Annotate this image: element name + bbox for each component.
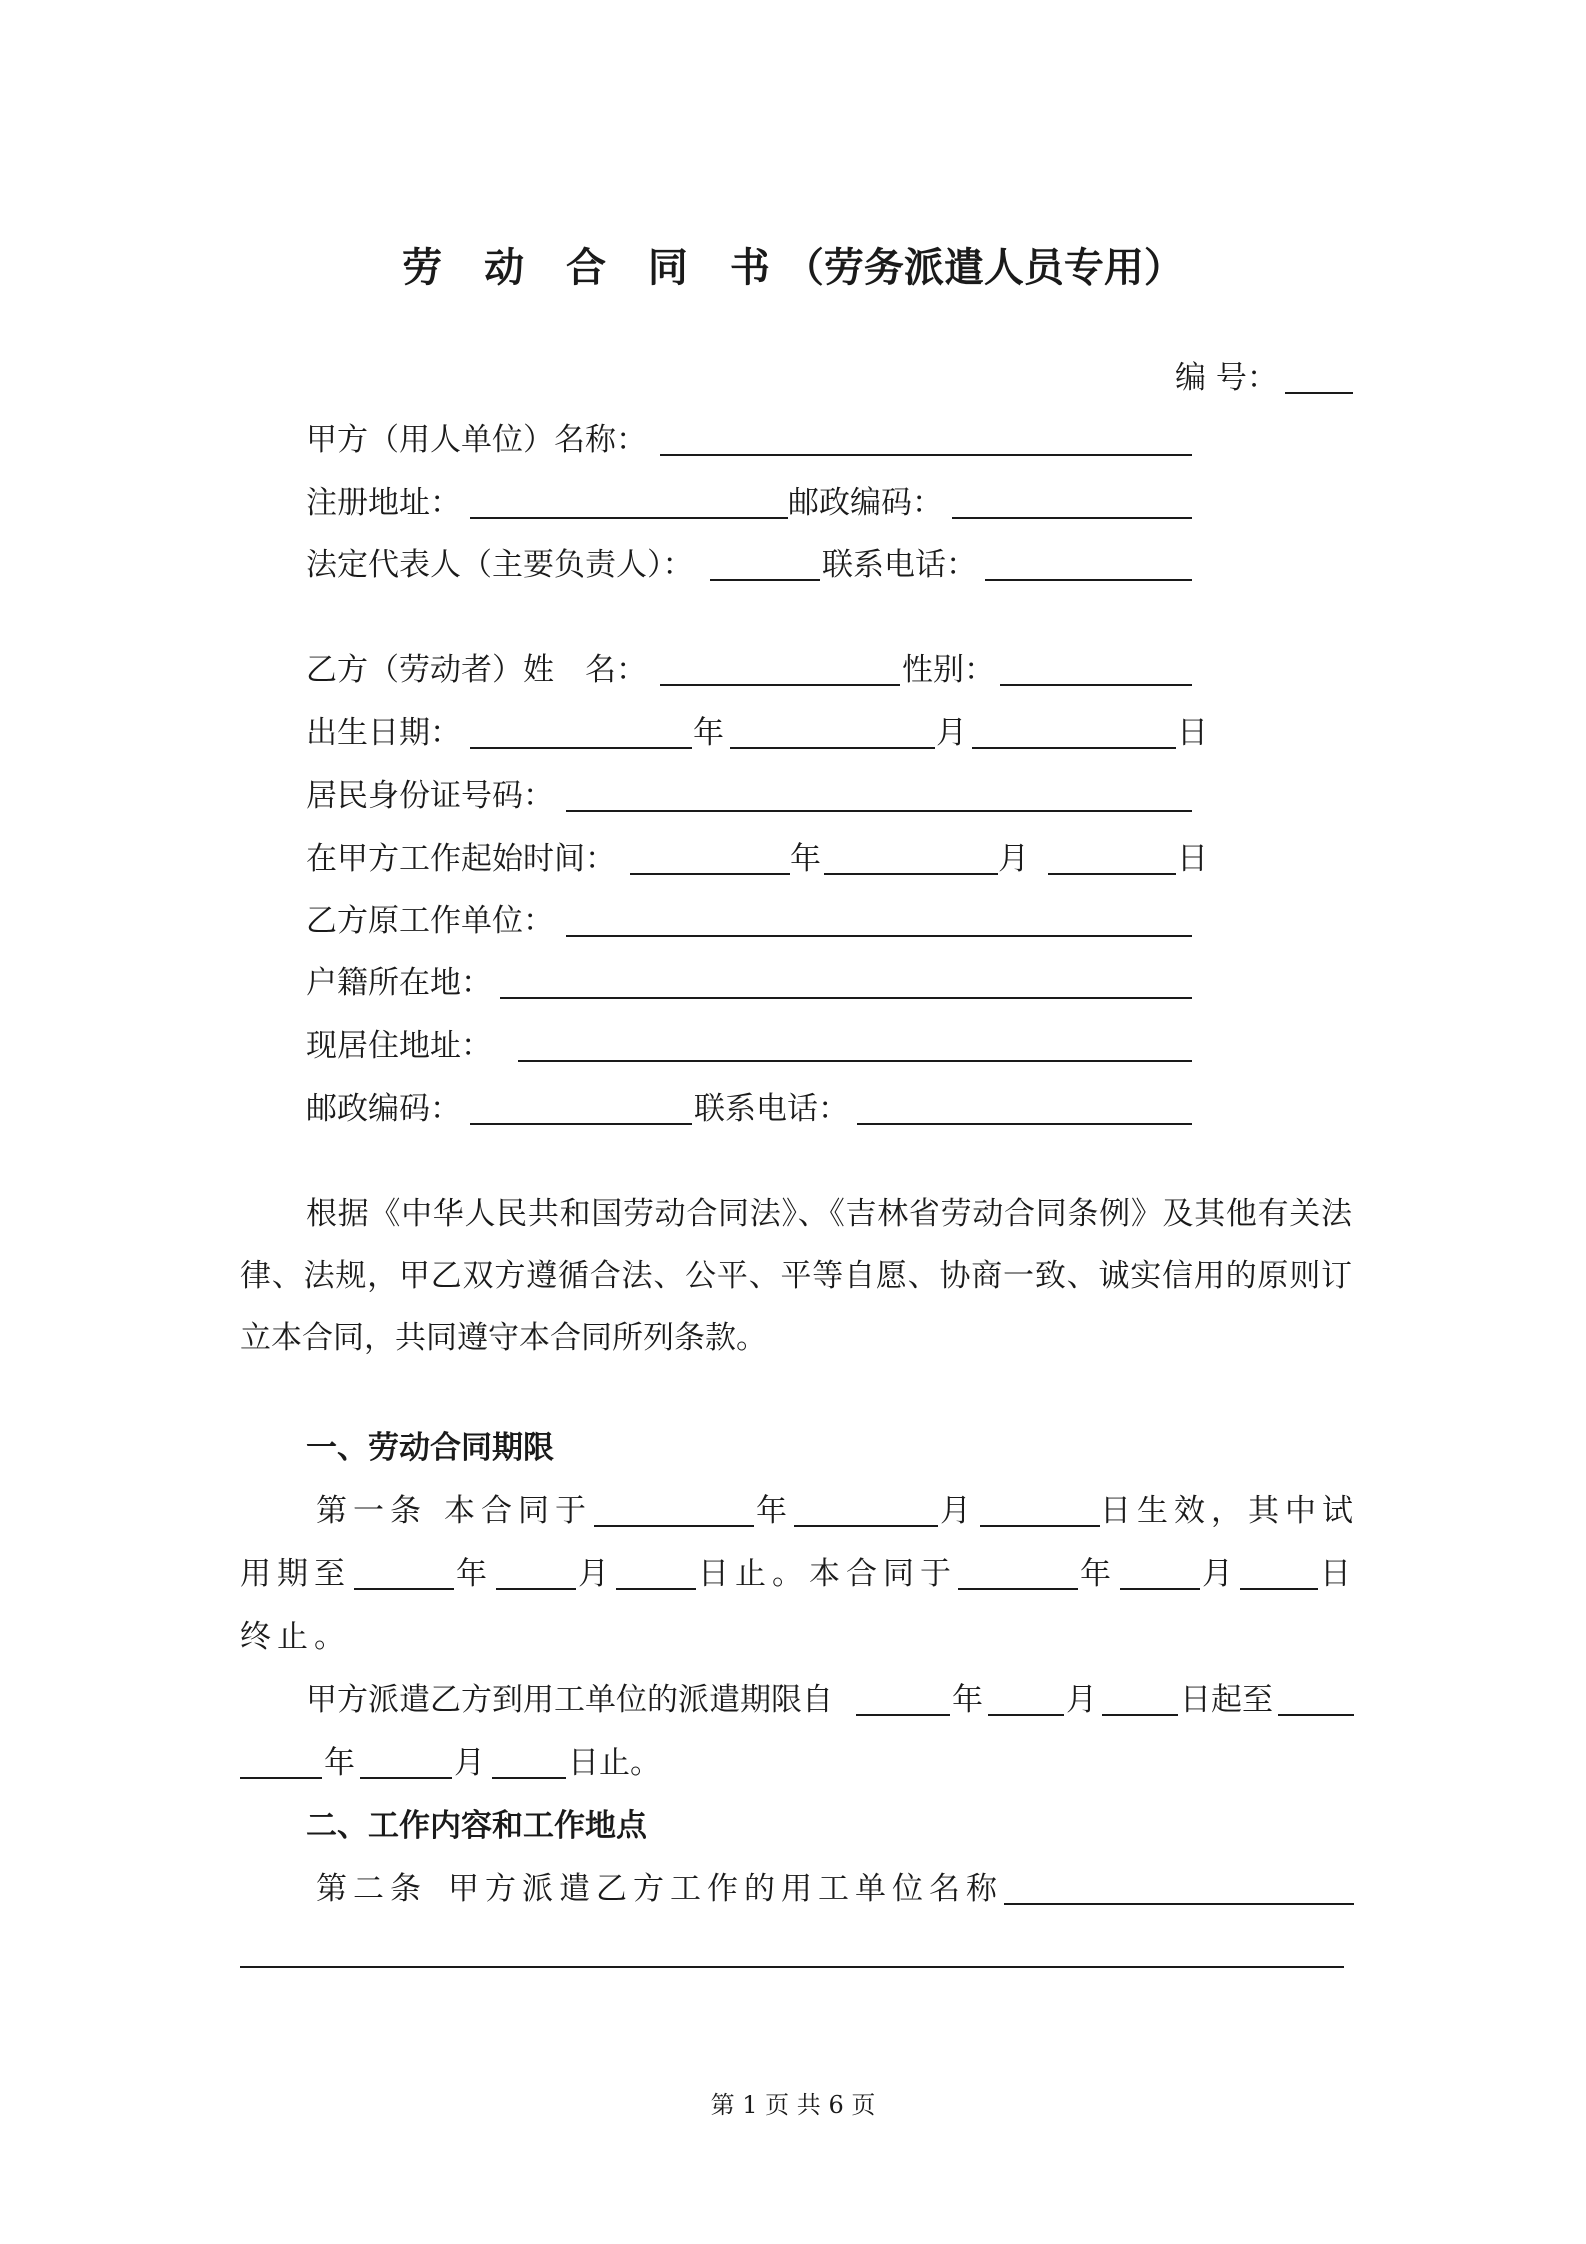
termination-day-field[interactable] [1240,1588,1318,1590]
party-a-postcode-label: 邮政编码： [788,485,943,521]
probation-end-text: 日止。本合同于 [698,1556,957,1592]
dispatch-end-year-field-a[interactable] [1278,1714,1354,1716]
article-2-text: 甲方派遣乙方工作的用工单位名称 [448,1871,1003,1907]
party-b-id-field[interactable] [566,810,1192,812]
party-b-id-label: 居民身份证号码： [306,778,554,814]
party-b-hukou-field[interactable] [500,997,1192,999]
party-b-phone-label: 联系电话： [694,1091,849,1127]
probation-start-text: 用期至 [240,1556,351,1592]
dispatch-end-month-unit: 月 [454,1745,485,1781]
probation-month-unit: 月 [578,1556,609,1592]
termination-text: 终止。 [240,1619,351,1655]
dispatch-start-text: 甲方派遣乙方到用工单位的派遣期限自 [306,1682,833,1718]
birth-year-field[interactable] [470,747,692,749]
dispatch-start-day-field[interactable] [1102,1714,1178,1716]
contract-number-label: 编 号： [1175,360,1278,396]
dispatch-end-text: 日止。 [568,1745,661,1781]
party-a-phone-field[interactable] [985,579,1192,581]
termination-day-unit: 日 [1320,1556,1351,1592]
party-b-gender-label: 性别： [902,652,995,688]
article-1-label: 第一条 [316,1493,427,1529]
birth-month-field[interactable] [730,747,935,749]
party-b-start-label: 在甲方工作起始时间： [306,841,616,877]
probation-day-field[interactable] [616,1588,696,1590]
effective-month-unit: 月 [940,1493,971,1529]
start-day-field[interactable] [1048,873,1176,875]
article-1-effective-end: 日生效，其中试 [1100,1493,1359,1529]
probation-month-field[interactable] [496,1588,576,1590]
party-b-gender-field[interactable] [1000,684,1192,686]
party-a-address-label: 注册地址： [306,485,461,521]
party-a-postcode-field[interactable] [952,517,1192,519]
start-month-field[interactable] [824,873,998,875]
termination-year-unit: 年 [1080,1556,1111,1592]
dispatch-end-day-field[interactable] [492,1777,566,1779]
party-a-name-label: 甲方（用人单位）名称： [306,422,647,458]
document-title [0,240,1586,296]
party-a-rep-field[interactable] [710,579,820,581]
effective-year-field[interactable] [594,1525,754,1527]
birth-year-unit: 年 [693,715,724,751]
intro-paragraph: 根据《中华人民共和国劳动合同法》、《吉林省劳动合同条例》及其他有关法律、法规，甲乙双方遵循合法、公平、平等自愿、协商一致、诚实信用的原则订立本合同，共同遵守本合同所列条款。 [240,1196,1352,1356]
employer-unit-field-b[interactable] [240,1966,1344,1968]
termination-month-field[interactable] [1120,1588,1200,1590]
title-sub: （劳务派遣人员专用） [783,245,1184,291]
effective-year-unit: 年 [756,1493,787,1529]
dispatch-end-year-field-b[interactable] [240,1777,322,1779]
party-b-name-label: 乙方（劳动者）姓 名： [306,652,647,688]
termination-month-unit: 月 [1202,1556,1233,1592]
dispatch-start-month-field[interactable] [988,1714,1064,1716]
party-b-phone-field[interactable] [857,1123,1192,1125]
party-b-residence-label: 现居住地址： [306,1028,492,1064]
start-year-unit: 年 [790,841,821,877]
party-b-postcode-label: 邮政编码： [306,1091,461,1127]
probation-year-field[interactable] [354,1588,454,1590]
title-main: 劳 动 合 同 书 [402,245,784,291]
probation-year-unit: 年 [456,1556,487,1592]
dispatch-start-year-unit: 年 [952,1682,983,1718]
article-2-label: 第二条 [316,1871,427,1907]
start-year-field[interactable] [630,873,790,875]
start-month-unit: 月 [998,841,1029,877]
dispatch-start-month-unit: 月 [1066,1682,1097,1718]
party-b-name-field[interactable] [660,684,900,686]
employer-unit-field-a[interactable] [1004,1903,1354,1905]
effective-day-field[interactable] [980,1525,1100,1527]
effective-month-field[interactable] [794,1525,938,1527]
party-a-name-field[interactable] [660,454,1192,456]
dispatch-end-month-field[interactable] [360,1777,452,1779]
party-b-birth-label: 出生日期： [306,715,461,751]
party-a-address-field[interactable] [470,517,788,519]
contract-number-field[interactable] [1285,392,1353,394]
party-b-residence-field[interactable] [518,1060,1192,1062]
page-footer: 第 1 页 共 6 页 [710,2091,876,2119]
birth-month-unit: 月 [936,715,967,751]
party-b-prev-unit-field[interactable] [566,935,1192,937]
party-b-prev-unit-label: 乙方原工作单位： [306,903,554,939]
birth-day-unit: 日 [1177,715,1208,751]
start-day-unit: 日 [1177,841,1208,877]
termination-year-field[interactable] [958,1588,1078,1590]
dispatch-end-year-unit: 年 [324,1745,355,1781]
article-1-effective-text: 本合同于 [444,1493,592,1529]
party-a-phone-label: 联系电话： [822,547,977,583]
party-b-hukou-label: 户籍所在地： [306,965,492,1001]
section-2-heading: 二、工作内容和工作地点 [306,1808,647,1844]
section-1-heading: 一、劳动合同期限 [306,1430,554,1466]
party-b-postcode-field[interactable] [470,1123,692,1125]
party-a-rep-label: 法定代表人（主要负责人）： [306,547,694,583]
birth-day-field[interactable] [972,747,1176,749]
dispatch-start-year-field[interactable] [856,1714,950,1716]
dispatch-from-text: 日起至 [1180,1682,1273,1718]
